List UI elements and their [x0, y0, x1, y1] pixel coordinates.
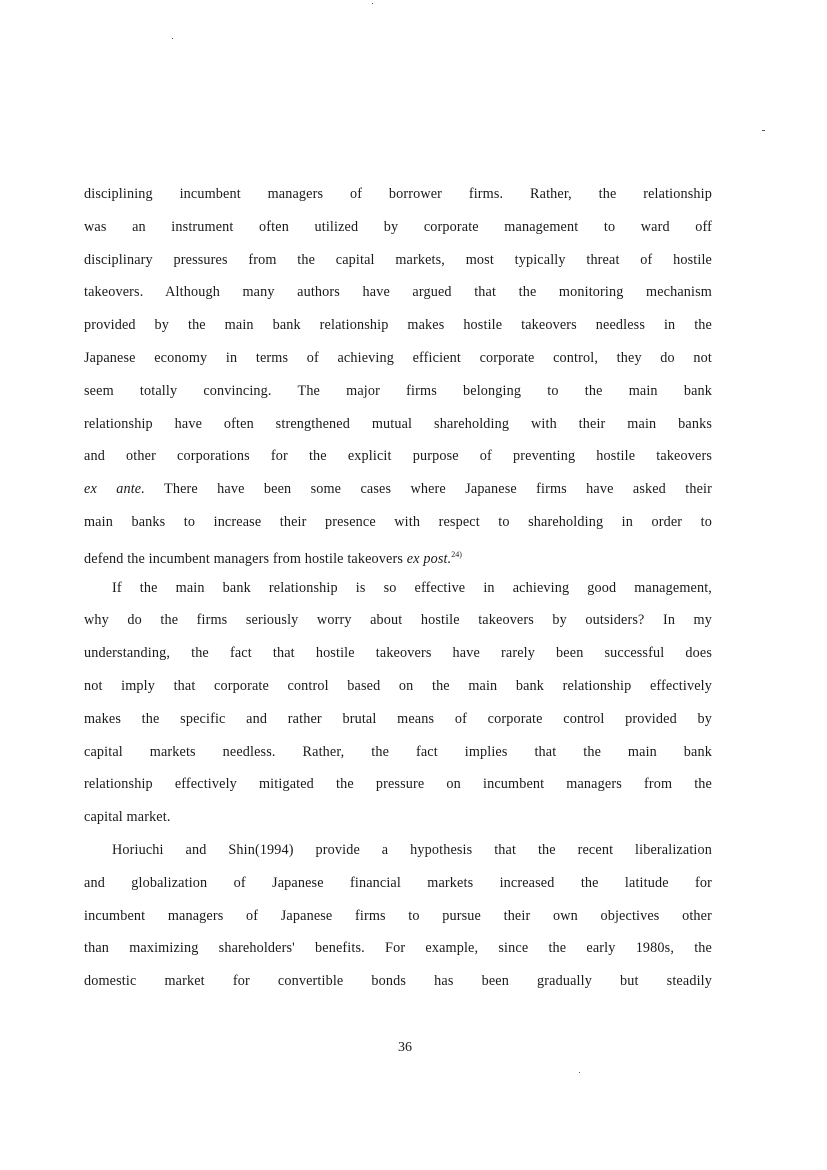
text-line-ex-post	[84, 539, 712, 572]
paragraph-3-line: Horiuchi and Shin(1994) provide a hypothesis that the recent liberalization	[112, 841, 712, 858]
text-line: provided by the main bank relationship makes hostile takeovers needless in the	[84, 317, 712, 334]
paragraph-2-line: makes the specific and rather brutal means of corporate control provided by	[84, 710, 712, 727]
scan-speck	[762, 130, 765, 131]
paragraph-2-line: capital market.	[84, 809, 171, 826]
text-line: disciplining incumbent managers of borrower firms. Rather, the relationship	[84, 186, 712, 202]
italic-ex-post: ex post.	[406, 550, 452, 567]
paragraph-2-line: why do the firms seriously worry about hostile takeovers by outsiders? In my	[84, 612, 712, 629]
paragraph-3-line: incumbent managers of Japanese firms to pursue their own objectives other	[84, 907, 712, 924]
paragraph-2-line: If the main bank relationship is so effective in achieving good management,	[112, 579, 712, 596]
text-line: relationship have often strengthened mutual shareholding with their main banks	[84, 415, 712, 432]
text-line: was an instrument often utilized by corporate management to ward off	[84, 218, 712, 235]
text-line-ex-ante	[84, 473, 712, 506]
scan-speck	[579, 1072, 580, 1073]
text-line: disciplinary pressures from the capital markets, most typically threat of hostile	[84, 251, 712, 268]
text-line: Japanese economy in terms of achieving efficient corporate control, they do not	[84, 349, 712, 366]
paragraph-2-line: not imply that corporate control based on the main bank relationship effectively	[84, 677, 712, 694]
page-number: 36	[398, 1040, 412, 1055]
paragraph-3-line: than maximizing shareholders' benefits. For example, since the early 1980s, the	[84, 940, 712, 957]
scan-speck	[172, 38, 173, 39]
paragraph-2-line: capital markets needless. Rather, the fact implies that the main bank	[84, 743, 712, 760]
paragraph-2-line: relationship effectively mitigated the pressure on incumbent managers from the	[84, 776, 712, 793]
text-line: takeovers. Although many authors have argued that the monitoring mechanism	[84, 284, 712, 301]
text-segment: defend the incumbent managers from hostile takeovers	[84, 550, 407, 567]
paragraph-2-line: understanding, the fact that hostile takeovers have rarely been successful does	[84, 645, 712, 662]
scan-speck	[372, 3, 373, 4]
italic-ex-ante: ex ante.	[84, 481, 145, 498]
text-line: and other corporations for the explicit purpose of preventing hostile takeovers	[84, 448, 712, 465]
body-text	[84, 178, 712, 998]
text-line: main banks to increase their presence with respect to shareholding in order to	[84, 513, 712, 530]
text-line: seem totally convincing. The major firms belonging to the main bank	[84, 382, 712, 399]
paragraph-3-line: domestic market for convertible bonds has been gradually but steadily	[84, 973, 712, 990]
paragraph-3-line: and globalization of Japanese financial markets increased the latitude for	[84, 874, 712, 891]
footnote-reference: 24)	[451, 549, 462, 559]
text-segment: There have been some cases where Japanese firms have asked their	[144, 481, 712, 498]
